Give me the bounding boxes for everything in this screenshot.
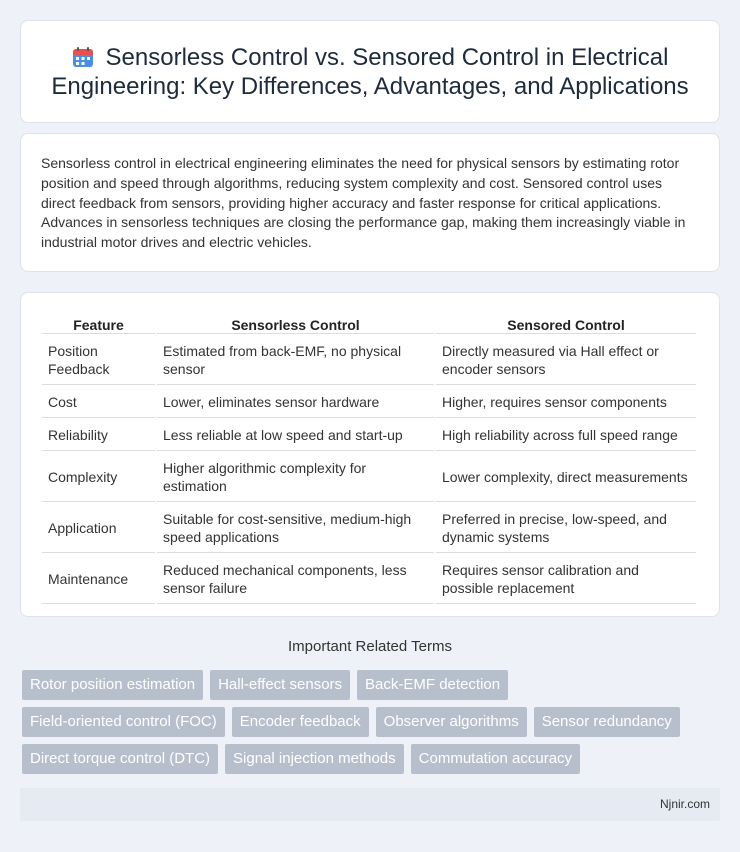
intro-card: [20, 133, 720, 272]
table-cell: Suitable for cost-sensitive, medium-high speed applications: [157, 504, 434, 553]
table-cell: Less reliable at low speed and start-up: [157, 420, 434, 451]
term-chip[interactable]: Rotor position estimation: [22, 670, 203, 700]
term-chip[interactable]: Observer algorithms: [376, 707, 527, 737]
table-row: [42, 453, 696, 502]
table-row: [42, 336, 696, 385]
table-cell: Maintenance: [42, 555, 155, 604]
table-cell: Lower, eliminates sensor hardware: [157, 387, 434, 418]
table-cell: Reduced mechanical components, less sensor failure: [157, 555, 434, 604]
table-cell: Lower complexity, direct measurements: [436, 453, 696, 502]
page-title: [50, 43, 690, 101]
table-row: [42, 555, 696, 604]
term-chip[interactable]: Sensor redundancy: [534, 707, 680, 737]
table-cell: Application: [42, 504, 155, 553]
term-row: [22, 707, 722, 737]
term-chip[interactable]: Signal injection methods: [225, 744, 404, 774]
table-cell: Preferred in precise, low-speed, and dynamic systems: [436, 504, 696, 553]
table-cell: Position Feedback: [42, 336, 155, 385]
table-row: [42, 387, 696, 418]
calendar-icon: [72, 46, 94, 68]
table-cell: Estimated from back-EMF, no physical sensor: [157, 336, 434, 385]
footer-site-link[interactable]: Njnir.com: [659, 797, 710, 811]
related-terms: [22, 670, 722, 781]
table-cell: Reliability: [42, 420, 155, 451]
table-cell: Directly measured via Hall effect or encoder sensors: [436, 336, 696, 385]
intro-paragraph: Sensorless control in electrical engineering eliminates the need for physical sensors by estimating rotor position and speed through algorithms, reducing system complexity and cost. Sensored control uses direct feedback from sensors, providing higher accuracy and faster response for critical applications. Advances in sensorless techniques are closing the performance gap, making them increasingly viable in industrial motor drives and electric vehicles.: [41, 155, 686, 251]
header-sensored: Sensored Control: [436, 315, 696, 334]
table-cell: High reliability across full speed range: [436, 420, 696, 451]
related-terms-heading: Important Related Terms: [288, 638, 452, 655]
term-chip[interactable]: Encoder feedback: [232, 707, 369, 737]
comparison-card: [20, 292, 720, 617]
term-chip[interactable]: Direct torque control (DTC): [22, 744, 218, 774]
page-title-text: Sensorless Control vs. Sensored Control in Electrical Engineering: Key Differences, Advantages, and Applications: [51, 43, 689, 100]
table-row: [42, 420, 696, 451]
term-chip[interactable]: Hall-effect sensors: [210, 670, 350, 700]
table-header-row: [42, 315, 696, 334]
table-cell: Requires sensor calibration and possible replacement: [436, 555, 696, 604]
table-cell: Higher algorithmic complexity for estimation: [157, 453, 434, 502]
table-cell: Complexity: [42, 453, 155, 502]
comparison-table: [40, 313, 698, 606]
term-chip[interactable]: Back-EMF detection: [357, 670, 508, 700]
footer: [20, 788, 720, 821]
table-row: [42, 504, 696, 553]
title-card: [20, 20, 720, 123]
header-feature: Feature: [42, 315, 155, 334]
table-cell: Cost: [42, 387, 155, 418]
term-row: [22, 670, 722, 700]
term-row: [22, 744, 722, 774]
term-chip[interactable]: Commutation accuracy: [411, 744, 580, 774]
table-cell: Higher, requires sensor components: [436, 387, 696, 418]
header-sensorless: Sensorless Control: [157, 315, 434, 334]
term-chip[interactable]: Field-oriented control (FOC): [22, 707, 225, 737]
